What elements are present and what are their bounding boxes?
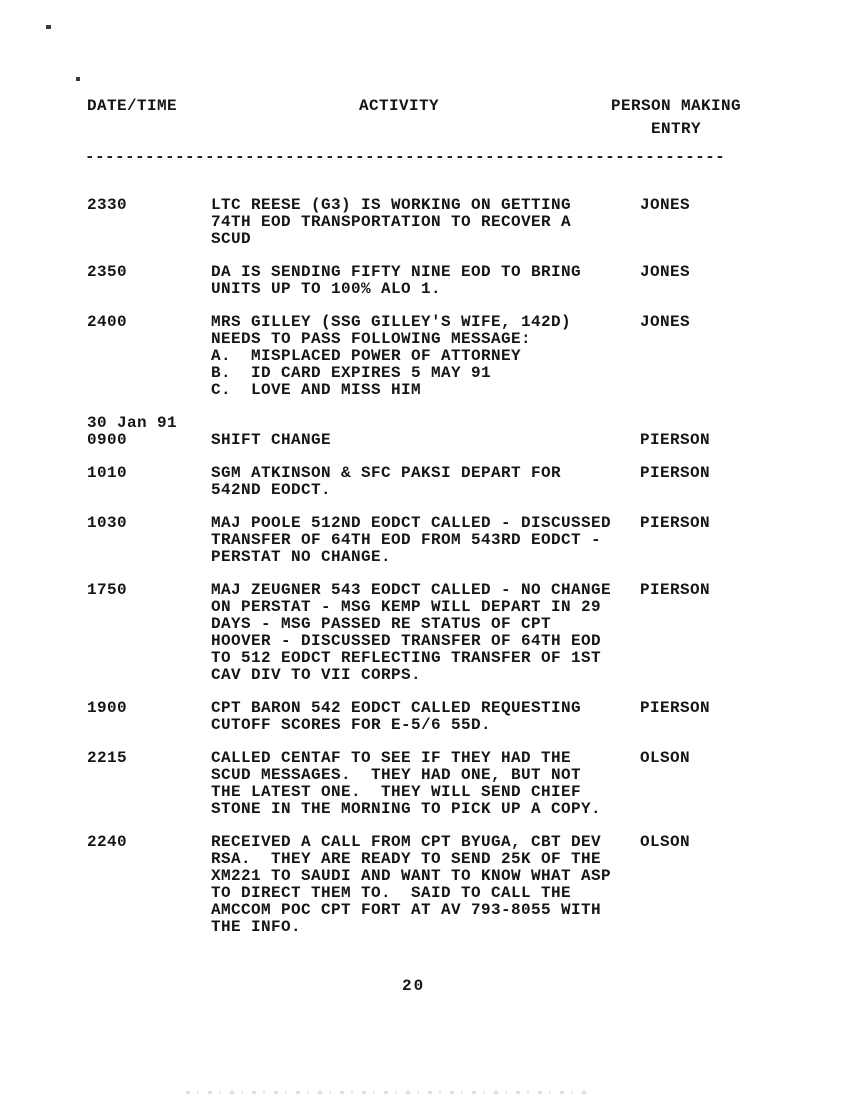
entry-activity-line: THE LATEST ONE. THEY WILL SEND CHIEF <box>211 783 582 801</box>
entry-person: PIERSON <box>640 581 711 599</box>
entry-time: 0900 <box>87 431 128 449</box>
log-entry <box>87 314 787 399</box>
entry-time: 2330 <box>87 196 128 214</box>
entry-activity <box>211 264 640 298</box>
entry-activity-line: LTC REESE (G3) IS WORKING ON GETTING <box>211 196 572 214</box>
column-header-activity: ACTIVITY <box>359 97 440 115</box>
entry-activity-line: NEEDS TO PASS FOLLOWING MESSAGE: <box>211 330 532 348</box>
entry-activity <box>211 582 640 684</box>
table-header <box>87 98 787 149</box>
entry-person: PIERSON <box>640 514 711 532</box>
entry-activity-line: 74TH EOD TRANSPORTATION TO RECOVER A <box>211 213 572 231</box>
log-entry <box>87 834 787 936</box>
entry-activity-line: DA IS SENDING FIFTY NINE EOD TO BRING <box>211 263 582 281</box>
entry-activity-line: A. MISPLACED POWER OF ATTORNEY <box>211 347 522 365</box>
entry-activity-line: RECEIVED A CALL FROM CPT BYUGA, CBT DEV <box>211 833 602 851</box>
entry-activity-line: MAJ ZEUGNER 543 EODCT CALLED - NO CHANGE <box>211 581 612 599</box>
log-entry <box>87 582 787 684</box>
entry-activity-line: SHIFT CHANGE <box>211 431 332 449</box>
entry-row <box>87 197 787 248</box>
entry-activity-line: SCUD MESSAGES. THEY HAD ONE, BUT NOT <box>211 766 582 784</box>
log-entry <box>87 264 787 298</box>
log-entry <box>87 750 787 818</box>
entry-activity-line: XM221 TO SAUDI AND WANT TO KNOW WHAT ASP <box>211 867 612 885</box>
log-entries <box>87 197 787 936</box>
log-entry <box>87 700 787 734</box>
entry-activity-line: C. LOVE AND MISS HIM <box>211 381 422 399</box>
entry-activity-line: ON PERSTAT - MSG KEMP WILL DEPART IN 29 <box>211 598 602 616</box>
entry-activity-line: MRS GILLEY (SSG GILLEY'S WIFE, 142D) <box>211 313 572 331</box>
entry-row <box>87 834 787 936</box>
entry-activity-line: 542ND EODCT. <box>211 481 332 499</box>
entry-person: PIERSON <box>640 464 711 482</box>
column-header-date-time: DATE/TIME <box>87 97 178 115</box>
entry-person: JONES <box>640 313 691 331</box>
entry-time: 2240 <box>87 833 128 851</box>
entry-row <box>87 515 787 566</box>
entry-activity-line: CAV DIV TO VII CORPS. <box>211 666 422 684</box>
entry-row <box>87 700 787 734</box>
log-entry <box>87 415 787 449</box>
column-header-person-making: PERSON MAKING <box>611 97 742 115</box>
entry-activity-line: RSA. THEY ARE READY TO SEND 25K OF THE <box>211 850 602 868</box>
entry-activity <box>211 750 640 818</box>
entry-time: 2400 <box>87 313 128 331</box>
entry-row <box>87 264 787 298</box>
entry-activity <box>211 465 640 499</box>
entry-row <box>87 582 787 684</box>
entry-activity <box>211 314 640 399</box>
entry-activity-line: HOOVER - DISCUSSED TRANSFER OF 64TH EOD <box>211 632 602 650</box>
entry-activity <box>211 515 640 566</box>
entry-row <box>87 750 787 818</box>
page-number: 20 <box>402 977 426 995</box>
entry-activity-line: MAJ POOLE 512ND EODCT CALLED - DISCUSSED <box>211 514 612 532</box>
entry-activity-line: TO 512 EODCT REFLECTING TRANSFER OF 1ST <box>211 649 602 667</box>
entry-time: 1010 <box>87 464 128 482</box>
entry-activity-line: SCUD <box>211 230 252 248</box>
entry-activity <box>211 432 640 449</box>
entry-activity-line: B. ID CARD EXPIRES 5 MAY 91 <box>211 364 492 382</box>
entry-person: JONES <box>640 263 691 281</box>
header-separator-line: ---------------------------------------------------------------- <box>85 148 726 166</box>
entry-activity <box>211 700 640 734</box>
entry-activity-line: PERSTAT NO CHANGE. <box>211 548 392 566</box>
entry-activity-line: CALLED CENTAF TO SEE IF THEY HAD THE <box>211 749 572 767</box>
entry-activity-line: SGM ATKINSON & SFC PAKSI DEPART FOR <box>211 464 562 482</box>
entry-person: OLSON <box>640 833 691 851</box>
entry-row <box>87 465 787 499</box>
entry-time: 1030 <box>87 514 128 532</box>
entry-activity-line: STONE IN THE MORNING TO PICK UP A COPY. <box>211 800 602 818</box>
log-entry <box>87 515 787 566</box>
log-entry <box>87 197 787 248</box>
entry-time: 2215 <box>87 749 128 767</box>
entry-activity-line: UNITS UP TO 100% ALO 1. <box>211 280 442 298</box>
entry-activity-line: CPT BARON 542 EODCT CALLED REQUESTING <box>211 699 582 717</box>
entry-activity-line: DAYS - MSG PASSED RE STATUS OF CPT <box>211 615 552 633</box>
scan-speck <box>46 25 51 29</box>
entry-date-header: 30 Jan 91 <box>87 414 178 432</box>
entry-activity-line: AMCCOM POC CPT FORT AT AV 793-8055 WITH <box>211 901 602 919</box>
log-content <box>87 98 787 952</box>
entry-time: 2350 <box>87 263 128 281</box>
entry-person: OLSON <box>640 749 691 767</box>
entry-activity-line: CUTOFF SCORES FOR E-5/6 55D. <box>211 716 492 734</box>
entry-activity-line: TRANSFER OF 64TH EOD FROM 543RD EODCT - <box>211 531 602 549</box>
entry-person: PIERSON <box>640 431 711 449</box>
scan-speck <box>76 77 80 81</box>
entry-activity-line: THE INFO. <box>211 918 302 936</box>
log-entry <box>87 465 787 499</box>
entry-time: 1750 <box>87 581 128 599</box>
entry-activity-line: TO DIRECT THEM TO. SAID TO CALL THE <box>211 884 572 902</box>
entry-row <box>87 314 787 399</box>
entry-activity <box>211 834 640 936</box>
column-header-entry: ENTRY <box>651 120 702 138</box>
entry-person: JONES <box>640 196 691 214</box>
scan-artifact-line <box>186 1091 586 1094</box>
entry-time: 1900 <box>87 699 128 717</box>
entry-activity <box>211 197 640 248</box>
entry-person: PIERSON <box>640 699 711 717</box>
entry-row <box>87 432 787 449</box>
